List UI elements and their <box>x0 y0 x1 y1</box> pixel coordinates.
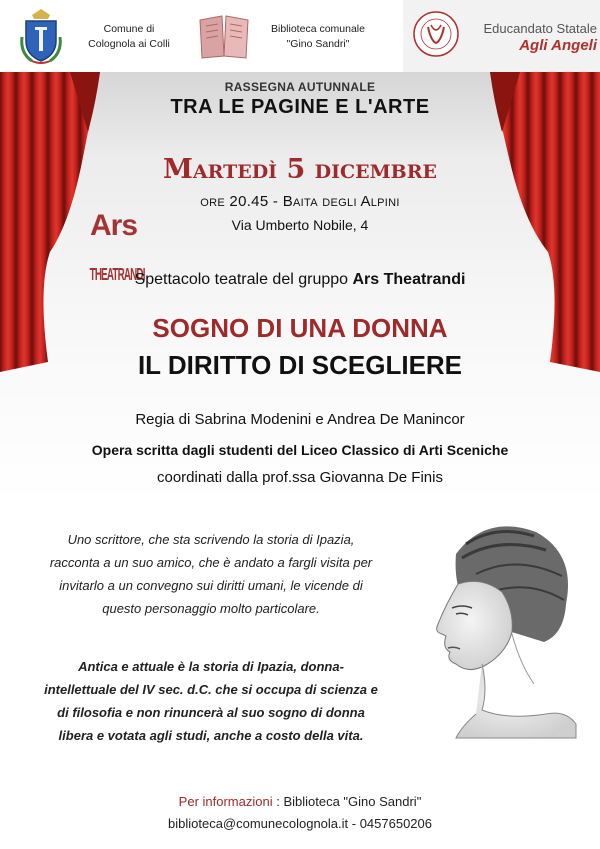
show-coordinators: coordinati dalla prof.ssa Giovanna De Finis <box>157 469 443 486</box>
show-intro <box>0 271 600 289</box>
ars-logo-word: Ars <box>90 209 138 242</box>
description-paragraph-2 <box>40 655 382 747</box>
description-line: questo personaggio molto particolare. <box>102 601 320 616</box>
comune-line2: Colognola ai Colli <box>88 38 170 50</box>
description-line: racconta a un suo amico, che è andato a fargli visita per <box>49 555 373 570</box>
series-title: TRA LE PAGINE E L'ARTE <box>170 96 430 118</box>
ars-logo-subword: THEATRANDI <box>89 265 145 285</box>
show-title-line1: SOGNO DI UNA DONNA <box>152 313 448 343</box>
description-paragraph-1 <box>40 528 382 620</box>
educandato-subtitle: Agli Angeli <box>519 37 597 54</box>
event-date: Martedì 5 dicembre <box>163 154 437 185</box>
open-book-icon <box>196 10 252 62</box>
show-opera-credit: Opera scritta dagli studenti del Liceo Classico di Arti Sceniche <box>91 442 509 458</box>
biblioteca-name <box>262 22 374 52</box>
comune-line1: Comune di <box>103 23 155 35</box>
educandato-seal-icon <box>411 9 461 59</box>
description-line: di filosofia e non rinuncerà al suo sogno di donna <box>57 705 365 720</box>
show-directors: Regia di Sabrina Modenini e Andrea De Manincor <box>135 411 465 428</box>
hypatia-portrait-image <box>416 514 584 738</box>
header-bar <box>0 0 600 73</box>
info-line <box>0 794 600 809</box>
rassegna-label: RASSEGNA AUTUNNALE <box>224 80 376 94</box>
educandato-title: Educandato Statale <box>483 21 597 36</box>
ars-theatrandi-logo <box>88 205 146 285</box>
info-value: : Biblioteca "Gino Sandri" <box>272 794 422 809</box>
description-line: Antica e attuale è la storia di Ipazia, donna- <box>78 659 344 674</box>
event-time-venue: ore 20.45 - Baita degli Alpini <box>200 193 400 210</box>
educandato-panel <box>403 0 600 72</box>
event-address: Via Umberto Nobile, 4 <box>231 217 369 233</box>
biblioteca-line1: Biblioteca comunale <box>271 23 365 35</box>
comune-name <box>88 22 170 52</box>
coat-of-arms-icon <box>18 7 64 65</box>
show-group-name: Ars Theatrandi <box>352 271 466 288</box>
description-line: invitarlo a un convegno sui diritti umani, le vicende di <box>59 578 363 593</box>
contact-line[interactable]: biblioteca@comunecolognola.it - 0457650206 <box>168 816 432 831</box>
description-line: intellettuale del IV sec. d.C. che si occupa di scienza e <box>44 682 378 697</box>
show-intro-prefix: Spettacolo teatrale del gruppo <box>134 271 353 288</box>
description-line: Uno scrittore, che sta scrivendo la storia di Ipazia, <box>67 532 355 547</box>
show-title-line2: IL DIRITTO DI SCEGLIERE <box>137 350 463 380</box>
biblioteca-line2: "Gino Sandri" <box>286 38 350 50</box>
info-label: Per informazioni <box>178 794 273 809</box>
description-line: libera e votata agli studi, anche a costo della vita. <box>58 728 364 743</box>
